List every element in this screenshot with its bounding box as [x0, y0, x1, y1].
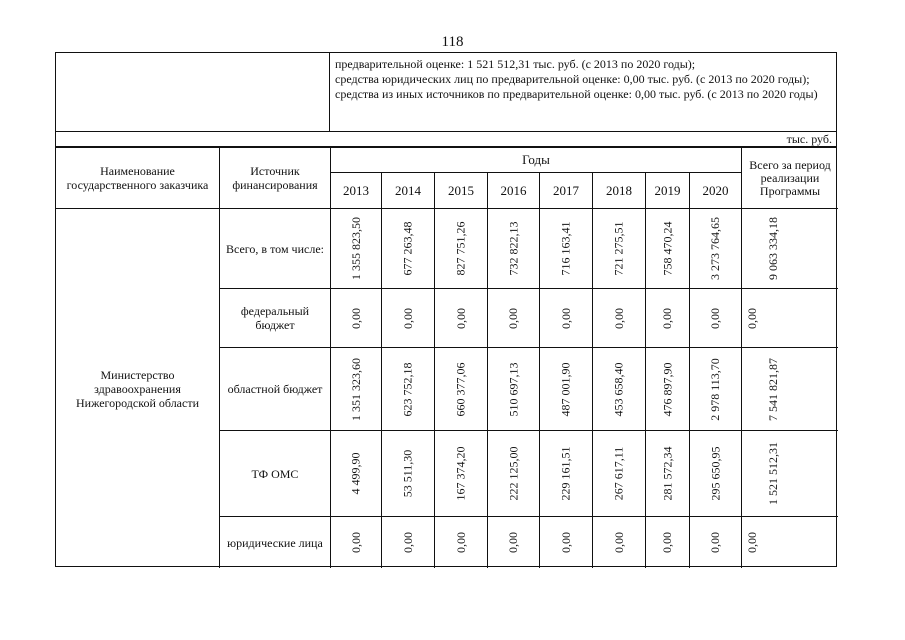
value-text: 0,00	[745, 532, 759, 553]
page-number: 118	[441, 34, 464, 50]
header-source: Источник финансирования	[232, 164, 318, 192]
value-text: 0,00	[558, 532, 573, 553]
row-year-value	[593, 289, 645, 347]
row-year-value	[331, 431, 381, 516]
row-total-value	[742, 289, 763, 347]
value-text: 0,00	[558, 307, 573, 329]
row-year-value	[690, 348, 741, 430]
header-total: Всего за период реализации Программы	[749, 157, 831, 198]
row-year-value	[488, 348, 539, 430]
value-text: 476 897,90	[660, 362, 674, 416]
value-text: 510 697,13	[506, 362, 520, 416]
value-text: 0,00	[611, 532, 626, 553]
value-text: 1 521 512,31	[766, 442, 780, 505]
header-year: 2014	[395, 182, 421, 198]
row-year-value	[690, 517, 741, 568]
row-total-value	[742, 517, 763, 568]
continuation-block	[55, 52, 837, 132]
row-source: юридические лица	[227, 535, 323, 550]
value-text: 281 572,34	[660, 446, 674, 501]
value-text: 222 125,00	[506, 446, 520, 501]
row-year-value	[435, 348, 487, 430]
row-year-value	[331, 348, 381, 430]
value-text: 295 650,95	[708, 446, 722, 501]
row-year-value	[540, 348, 592, 430]
row-total-value	[742, 431, 805, 516]
row-year-value	[646, 209, 689, 288]
value-text: 3 273 764,65	[708, 217, 722, 280]
value-text: 53 511,30	[400, 449, 415, 498]
value-text: 677 263,48	[400, 221, 415, 276]
row-year-value	[646, 431, 689, 516]
row-year-value	[435, 289, 487, 347]
row-year-value	[331, 289, 381, 347]
header-year: 2016	[500, 182, 527, 198]
budget-table	[55, 147, 837, 567]
continuation-text	[335, 57, 835, 102]
value-text: 0,00	[660, 532, 674, 553]
value-text: 0,00	[400, 307, 415, 329]
row-source: Всего, в том числе:	[226, 241, 324, 256]
continuation-empty-cell	[56, 53, 330, 131]
row-year-value	[540, 209, 592, 288]
row-total-value	[742, 209, 805, 288]
header-year: 2018	[606, 182, 632, 198]
row-year-value	[690, 289, 741, 347]
header-year: 2017	[553, 182, 579, 198]
value-text: 0,00	[708, 532, 722, 553]
header-year: 2015	[448, 182, 474, 198]
row-year-value	[488, 517, 539, 568]
value-text: 4 499,90	[348, 452, 363, 495]
row-year-value	[593, 348, 645, 430]
row-year-value	[690, 431, 741, 516]
row-year-value	[331, 517, 381, 568]
row-year-value	[593, 517, 645, 568]
value-text: 9 063 334,18	[766, 217, 780, 280]
row-year-value	[382, 431, 434, 516]
row-year-value	[646, 289, 689, 347]
value-text: 0,00	[708, 307, 722, 329]
row-year-value	[540, 517, 592, 568]
value-text: 0,00	[660, 307, 674, 329]
value-text: 0,00	[506, 307, 520, 329]
row-source: ТФ ОМС	[251, 466, 299, 481]
row-source: федеральный бюджет	[240, 304, 310, 332]
row-year-value	[435, 431, 487, 516]
value-text: 7 541 821,87	[766, 357, 780, 421]
customer-name: Министерство здравоохранения Нижегородской области	[75, 367, 199, 410]
row-total-value	[742, 348, 805, 430]
value-text: 1 351 323,60	[348, 357, 363, 421]
row-year-value	[593, 431, 645, 516]
value-text: 0,00	[348, 307, 363, 329]
continuation-line: средства из иных источников по предварительной оценке: 0,00 тыс. руб. (с 2013 по 2020 годы)	[335, 87, 818, 101]
header-years-group: Годы	[522, 152, 550, 167]
row-year-value	[435, 209, 487, 288]
row-year-value	[646, 517, 689, 568]
value-text: 716 163,41	[558, 221, 573, 276]
units-label: тыс. руб.	[55, 132, 837, 147]
row-year-value	[382, 348, 434, 430]
value-text: 0,00	[611, 307, 626, 329]
header-year: 2020	[702, 182, 729, 198]
value-text: 758 470,24	[660, 221, 674, 276]
continuation-line: средства юридических лиц по предварительной оценке: 0,00 тыс. руб. (с 2013 по 2020 годы);	[335, 72, 810, 86]
value-text: 267 617,11	[611, 446, 626, 501]
value-text: 827 751,26	[453, 221, 468, 276]
value-text: 623 752,18	[400, 362, 415, 416]
row-year-value	[382, 517, 434, 568]
row-year-value	[593, 209, 645, 288]
row-year-value	[646, 348, 689, 430]
value-text: 1 355 823,50	[348, 217, 363, 280]
value-text: 167 374,20	[453, 446, 468, 501]
row-year-value	[382, 209, 434, 288]
value-text: 732 822,13	[506, 221, 520, 276]
header-customer: Наименование государственного заказчика	[66, 164, 209, 192]
value-text: 660 377,06	[453, 362, 468, 416]
value-text: 0,00	[453, 307, 468, 329]
row-year-value	[488, 431, 539, 516]
header-year: 2019	[654, 182, 681, 198]
row-year-value	[690, 209, 741, 288]
value-text: 0,00	[453, 532, 468, 553]
value-text: 2 978 113,70	[708, 357, 722, 421]
value-text: 0,00	[400, 532, 415, 553]
value-text: 0,00	[348, 532, 363, 553]
value-text: 0,00	[506, 532, 520, 553]
value-text: 487 001,90	[558, 362, 573, 416]
row-year-value	[540, 289, 592, 347]
row-year-value	[331, 209, 381, 288]
row-source: областной бюджет	[227, 382, 323, 396]
row-year-value	[488, 209, 539, 288]
row-year-value	[488, 289, 539, 347]
header-year: 2013	[343, 182, 369, 198]
value-text: 453 658,40	[611, 362, 626, 416]
row-year-value	[382, 289, 434, 347]
continuation-line: предварительной оценке: 1 521 512,31 тыс. руб. (с 2013 по 2020 годы);	[335, 57, 696, 71]
value-text: 0,00	[745, 307, 759, 329]
row-year-value	[435, 517, 487, 568]
row-year-value	[540, 431, 592, 516]
value-text: 721 275,51	[611, 221, 626, 276]
value-text: 229 161,51	[558, 446, 573, 501]
